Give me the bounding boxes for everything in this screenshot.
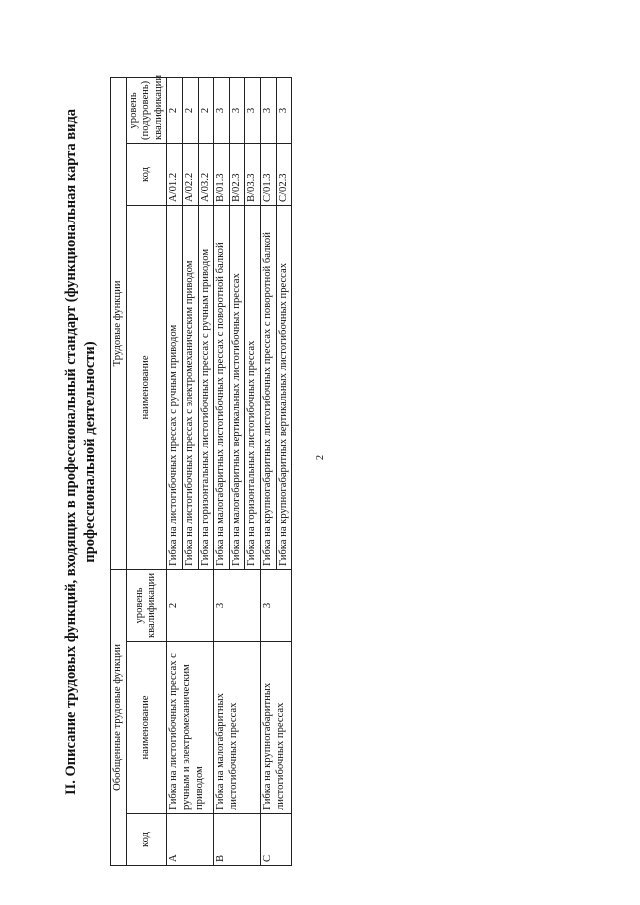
function-level: 2	[182, 77, 198, 143]
function-name: Гибка на листогибочных прессах с электромеханическим приводом	[182, 205, 198, 569]
function-name: Гибка на листогибочных прессах с ручным приводом	[167, 205, 183, 569]
group-code: A	[167, 814, 214, 866]
function-level: 2	[198, 77, 214, 143]
header-level: уровень квалификации	[126, 569, 167, 641]
function-code: B/01.3	[214, 143, 230, 205]
header-lf-level: уровень (подуровень) квалификации	[126, 77, 167, 143]
table-row	[260, 77, 276, 865]
function-level: 3	[229, 77, 245, 143]
header-lf-name: наименование	[126, 205, 167, 569]
header-labor-functions: Трудовые функции	[111, 77, 127, 569]
table-row	[214, 77, 230, 865]
group-name: Гибка на малогабаритных листогибочных прессах	[214, 642, 261, 814]
function-name: Гибка на горизонтальных листогибочных прессах с ручным приводом	[198, 205, 214, 569]
section-title-line-1: II. Описание трудовых функций, входящих в профессиональный стандарт (функциональная карта вида	[63, 108, 79, 796]
function-code: B/03.3	[245, 143, 261, 205]
page-number: 2	[314, 455, 326, 460]
function-name: Гибка на крупногабаритных листогибочных прессах с поворотной балкой	[260, 205, 276, 569]
function-level: 3	[214, 77, 230, 143]
function-code: A/01.2	[167, 143, 183, 205]
table-subheader-row	[126, 77, 167, 865]
section-title-line-2: профессиональной деятельности)	[82, 341, 98, 563]
group-code: B	[214, 814, 261, 866]
function-name: Гибка на крупногабаритных вертикальных листогибочных прессах	[276, 205, 292, 569]
function-level: 3	[245, 77, 261, 143]
table-header-row	[111, 77, 127, 865]
section-title	[62, 52, 100, 852]
function-level: 3	[260, 77, 276, 143]
group-level: 3	[260, 569, 291, 641]
function-code: B/02.3	[229, 143, 245, 205]
function-code: C/02.3	[276, 143, 292, 205]
function-name: Гибка на малогабаритных вертикальных листогибочных прессах	[229, 205, 245, 569]
function-level: 3	[276, 77, 292, 143]
table-row	[167, 77, 183, 865]
function-code: A/02.2	[182, 143, 198, 205]
group-level: 3	[214, 569, 261, 641]
functional-map-table	[110, 74, 292, 866]
rotated-page	[0, 42, 600, 882]
header-code: код	[126, 814, 167, 866]
group-code: C	[260, 814, 291, 866]
function-level: 2	[167, 77, 183, 143]
header-name: наименование	[126, 642, 167, 814]
function-name: Гибка на горизонтальных листогибочных прессах	[245, 205, 261, 569]
function-code: C/01.3	[260, 143, 276, 205]
group-name: Гибка на листогибочных прессах с ручным и электромеханическим приводом	[167, 642, 214, 814]
header-generalized: Обобщенные трудовые функции	[111, 569, 127, 865]
function-code: A/03.2	[198, 143, 214, 205]
header-lf-code: код	[126, 143, 167, 205]
group-name: Гибка на крупногабаритных листогибочных прессах	[260, 642, 291, 814]
function-name: Гибка на малогабаритных листогибочных прессах с поворотной балкой	[214, 205, 230, 569]
group-level: 2	[167, 569, 214, 641]
